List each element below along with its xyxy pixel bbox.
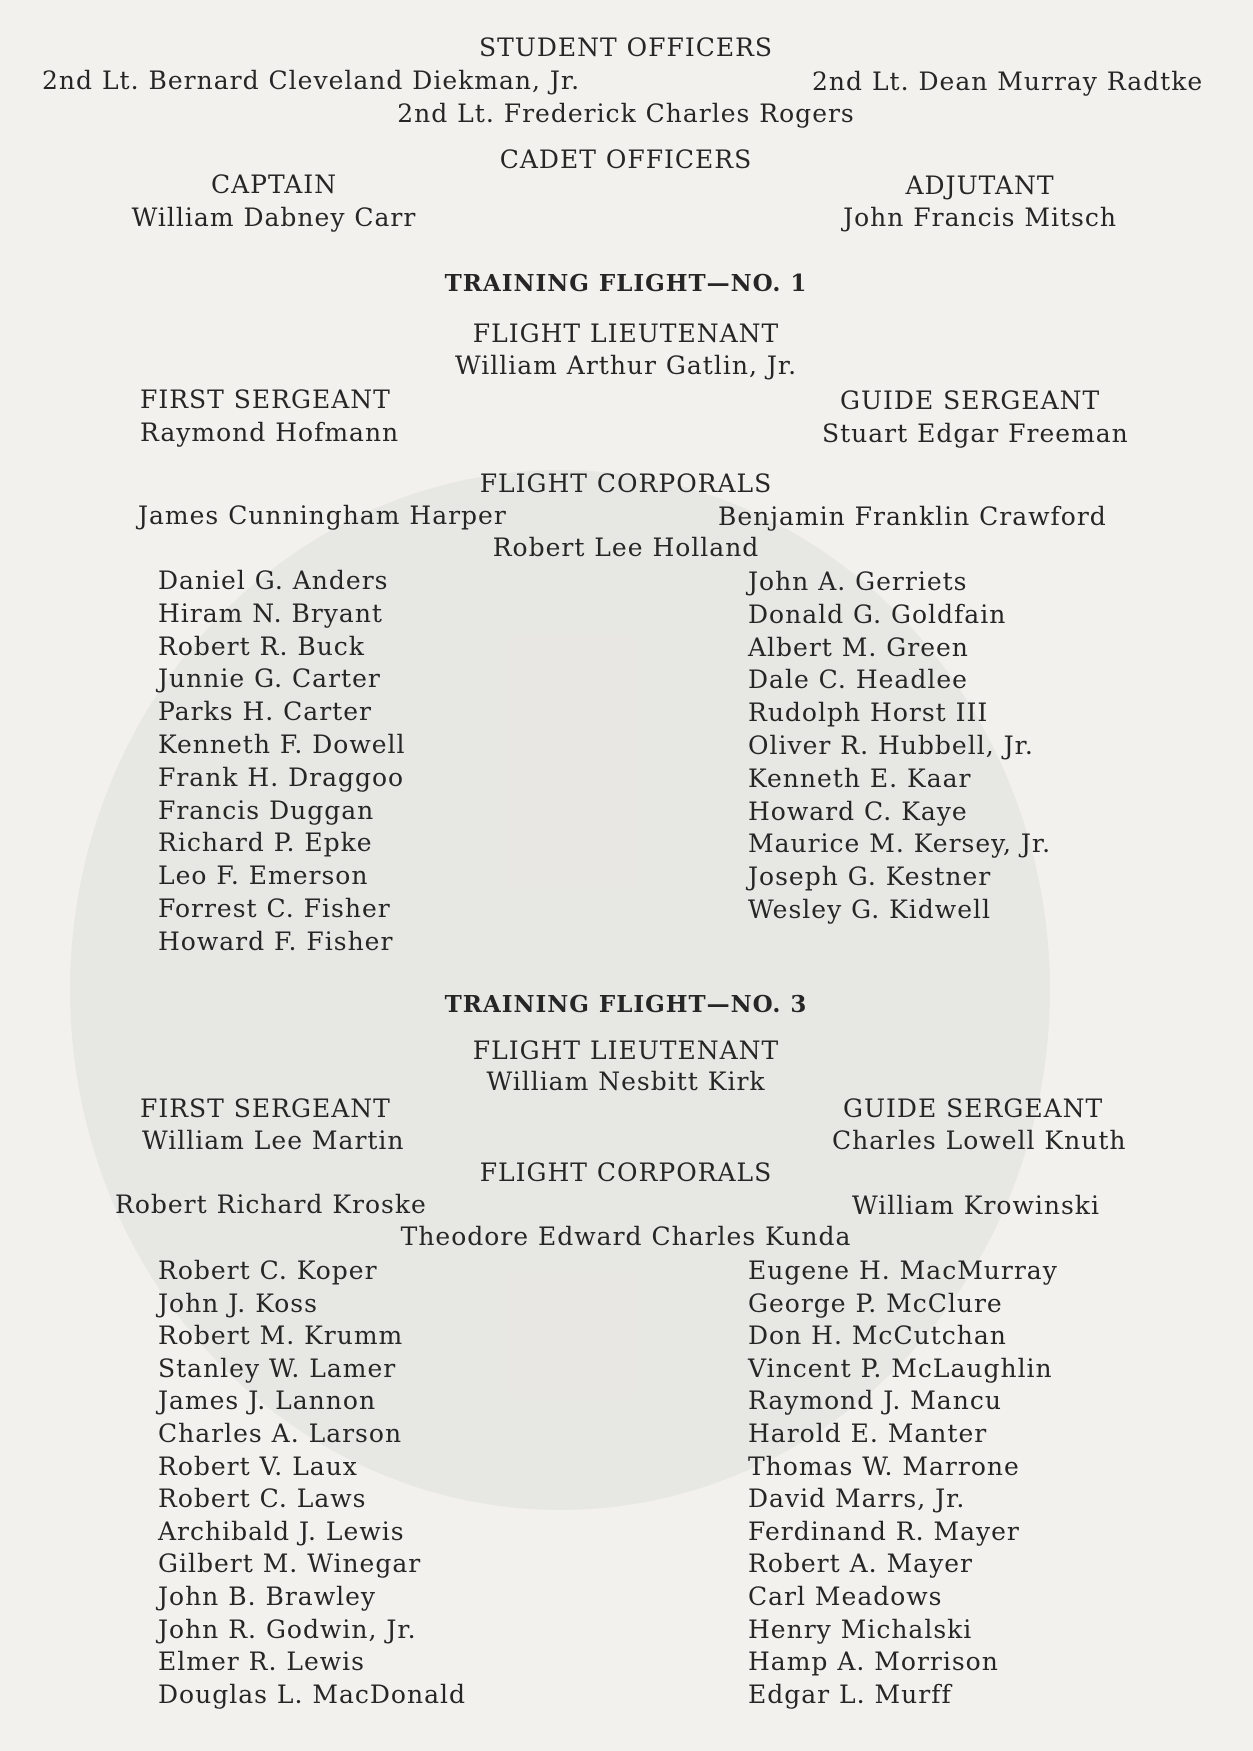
roster-name: John A. Gerriets <box>748 567 968 596</box>
flight3-lieutenant-name: William Nesbitt Kirk <box>486 1067 766 1096</box>
flight3-first-sergeant-name: William Lee Martin <box>142 1126 405 1155</box>
flight1-corporal-right: Benjamin Franklin Crawford <box>718 502 1107 531</box>
roster-name: Robert C. Laws <box>158 1484 367 1514</box>
flight3-first-sergeant-label: FIRST SERGEANT <box>140 1094 391 1123</box>
roster-name: Parks H. Carter <box>158 697 372 727</box>
flight1-lieutenant-label: FLIGHT LIEUTENANT <box>472 319 780 348</box>
roster-name: Albert M. Green <box>748 632 969 662</box>
flight1-first-sergeant-label: FIRST SERGEANT <box>140 385 391 414</box>
roster-name: Robert R. Buck <box>158 631 365 661</box>
roster-name: Forrest C. Fisher <box>158 894 391 923</box>
flight1-corporal-center: Robert Lee Holland <box>492 533 760 562</box>
flight3-guide-sergeant-name: Charles Lowell Knuth <box>832 1126 1127 1155</box>
roster-name: Edgar L. Murff <box>748 1679 952 1709</box>
roster-name: Raymond J. Mancu <box>748 1386 1002 1416</box>
roster-name: Gilbert M. Winegar <box>158 1549 422 1579</box>
roster-name: Dale C. Headlee <box>748 665 968 695</box>
roster-name: Richard P. Epke <box>158 828 373 858</box>
flight3-heading: TRAINING FLIGHT—NO. 3 <box>444 991 808 1018</box>
roster-name: Carl Meadows <box>748 1582 943 1611</box>
roster-name: Stanley W. Lamer <box>158 1353 397 1383</box>
flight3-lieutenant-label: FLIGHT LIEUTENANT <box>472 1036 780 1065</box>
roster-name: Kenneth F. Dowell <box>158 730 406 759</box>
roster-name: Wesley G. Kidwell <box>748 895 991 924</box>
flight1-first-sergeant-name: Raymond Hofmann <box>140 418 400 447</box>
roster-name: Douglas L. MacDonald <box>158 1679 466 1709</box>
roster-name: Frank H. Draggoo <box>158 762 405 792</box>
adjutant-name: John Francis Mitsch <box>843 203 1117 232</box>
roster-name: Harold E. Manter <box>748 1419 988 1448</box>
roster-name: Hamp A. Morrison <box>748 1647 999 1677</box>
flight3-corporal-left: Robert Richard Kroske <box>115 1190 427 1219</box>
student-officer-left: 2nd Lt. Bernard Cleveland Diekman, Jr. <box>42 66 581 95</box>
flight3-guide-sergeant-label: GUIDE SERGEANT <box>843 1094 1104 1123</box>
roster-name: Junnie G. Carter <box>158 664 381 694</box>
roster-name: Vincent P. McLaughlin <box>748 1353 1053 1383</box>
flight1-lieutenant-name: William Arthur Gatlin, Jr. <box>454 351 798 380</box>
roster-name: John R. Godwin, Jr. <box>158 1614 417 1644</box>
adjutant-label: ADJUTANT <box>905 171 1055 200</box>
roster-name: James J. Lannon <box>158 1386 377 1416</box>
flight1-corporals-label: FLIGHT CORPORALS <box>479 469 773 498</box>
roster-name: Henry Michalski <box>748 1614 973 1644</box>
student-officer-right: 2nd Lt. Dean Murray Radtke <box>812 67 1204 96</box>
flight1-heading: TRAINING FLIGHT—NO. 1 <box>444 270 808 297</box>
roster-name: Joseph G. Kestner <box>748 862 992 892</box>
roster-name: Daniel G. Anders <box>158 566 389 595</box>
roster-name: Robert A. Mayer <box>748 1549 973 1579</box>
roster-name: Donald G. Goldfain <box>748 599 1007 629</box>
roster-name: John B. Brawley <box>158 1582 377 1611</box>
roster-name: Howard C. Kaye <box>748 796 968 826</box>
flight3-corporal-center: Theodore Edward Charles Kunda <box>400 1222 852 1251</box>
roster-name: Robert M. Krumm <box>158 1321 404 1351</box>
roster-name: Hiram N. Bryant <box>158 598 383 628</box>
flight1-guide-sergeant-name: Stuart Edgar Freeman <box>822 419 1129 448</box>
roster-name: John J. Koss <box>158 1288 318 1318</box>
roster-name: Elmer R. Lewis <box>158 1647 365 1677</box>
roster-name: David Marrs, Jr. <box>748 1484 966 1514</box>
flight1-guide-sergeant-label: GUIDE SERGEANT <box>840 386 1101 415</box>
roster-name: Charles A. Larson <box>158 1419 403 1448</box>
roster-name: Francis Duggan <box>158 795 375 825</box>
flight3-corporal-right: William Krowinski <box>852 1191 1100 1220</box>
roster-name: Robert C. Koper <box>158 1256 378 1285</box>
roster-name: Archibald J. Lewis <box>158 1516 405 1546</box>
roster-name: Thomas W. Marrone <box>748 1451 1020 1481</box>
roster-name: Leo F. Emerson <box>158 861 369 891</box>
roster-name: Oliver R. Hubbell, Jr. <box>748 731 1034 760</box>
roster-name: Don H. McCutchan <box>748 1321 1007 1351</box>
captain-label: CAPTAIN <box>210 170 338 199</box>
roster-name: Rudolph Horst III <box>748 698 989 728</box>
flight3-corporals-label: FLIGHT CORPORALS <box>479 1158 773 1187</box>
flight1-corporal-left: James Cunningham Harper <box>138 501 507 530</box>
roster-name: George P. McClure <box>748 1288 1003 1318</box>
roster-name: Ferdinand R. Mayer <box>748 1516 1020 1546</box>
student-officers-heading: STUDENT OFFICERS <box>478 33 774 62</box>
roster-name: Kenneth E. Kaar <box>748 763 972 793</box>
roster-name: Howard F. Fisher <box>158 926 394 956</box>
roster-name: Maurice M. Kersey, Jr. <box>748 829 1052 859</box>
roster-name: Eugene H. MacMurray <box>748 1256 1058 1285</box>
cadet-officers-heading: CADET OFFICERS <box>499 145 753 174</box>
roster-name: Robert V. Laux <box>158 1451 358 1481</box>
student-officer-center: 2nd Lt. Frederick Charles Rogers <box>397 99 855 128</box>
captain-name: William Dabney Carr <box>131 203 417 232</box>
